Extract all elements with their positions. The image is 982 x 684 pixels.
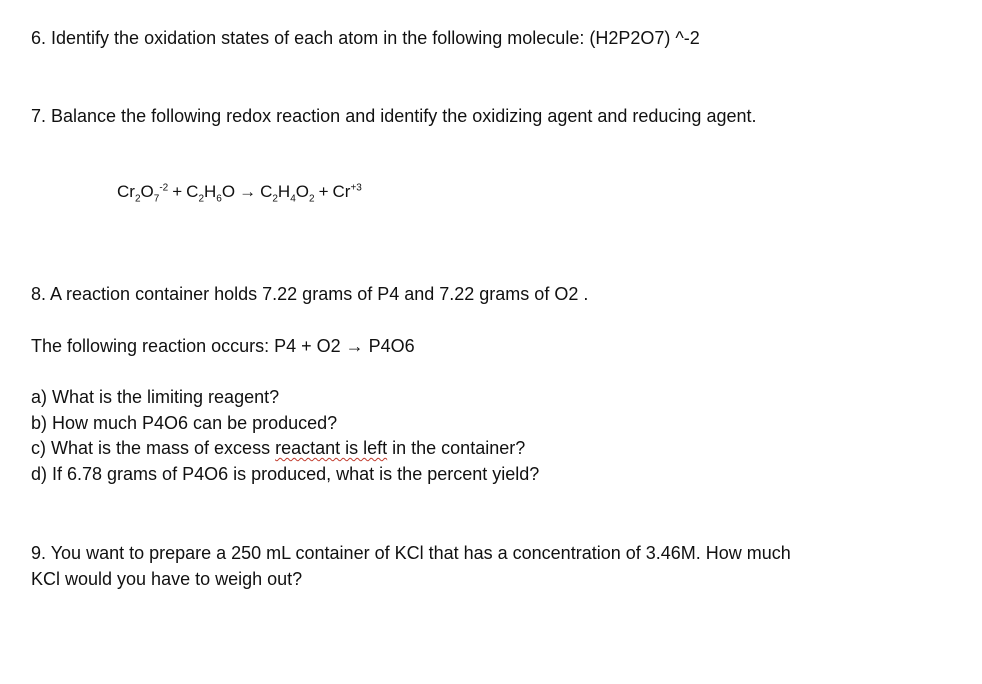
question-8-intro: 8. A reaction container holds 7.22 grams of P4 and 7.22 grams of O2 . — [31, 284, 589, 304]
equation-reactant-1: $Cr_2O_7^{-2}$ — [117, 182, 169, 205]
question-7: 7. Balance the following redox reaction and identify the oxidizing agent and reducing agent. — [31, 106, 757, 126]
question-9-line-2: KCl would you have to weigh out? — [31, 569, 303, 589]
question-8-part-b: b) How much P4O6 can be produced? — [31, 413, 338, 433]
redox-equation — [117, 180, 362, 204]
question-8-part-c — [31, 436, 525, 460]
equation-product-2: $Cr^{+3}$ — [332, 182, 362, 201]
part-c-suffix: in the container? — [387, 438, 526, 458]
question-8-part-a: a) What is the limiting reagent? — [31, 387, 280, 407]
question-9-line-1: 9. You want to prepare a 250 mL container of KCl that has a concentration of 3.46M. How much — [31, 543, 791, 563]
question-8-part-d: d) If 6.78 grams of P4O6 is produced, what is the percent yield? — [31, 464, 540, 484]
equation-plus: + — [318, 182, 329, 201]
equation-reactant-2: $C_2H_6O$ — [186, 182, 236, 205]
question-6: 6. Identify the oxidation states of each atom in the following molecule: (H2P2O7) ^-2 — [31, 28, 700, 48]
part-c-prefix: c) What is the mass of excess — [31, 438, 276, 458]
equation-arrow: → — [239, 182, 257, 201]
spellcheck-underlined-text: reactant is left — [275, 438, 388, 458]
equation-product-1: $C_2H_4O_2$ — [260, 182, 315, 205]
equation-plus: + — [172, 182, 183, 201]
question-8-reaction: The following reaction occurs: P4 + O2 → P4O6 — [31, 336, 415, 356]
